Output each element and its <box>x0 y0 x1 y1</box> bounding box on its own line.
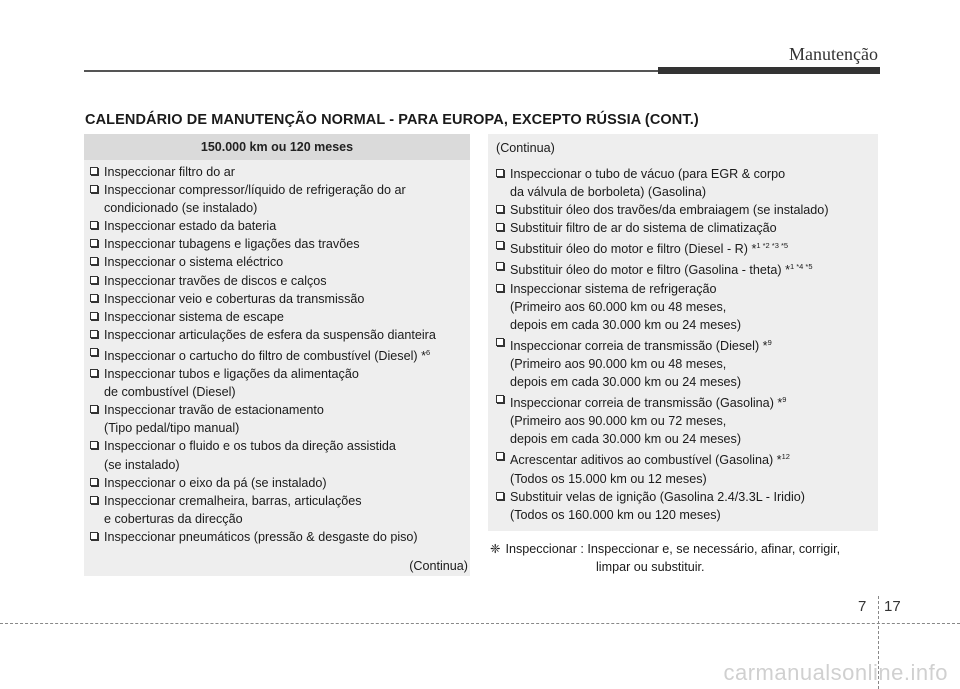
list-item <box>496 334 874 391</box>
item-continuation: e coberturas da direcção <box>104 511 243 526</box>
item-text: Substituir filtro de ar do sistema de climatização <box>510 221 777 236</box>
checkbox-bullet-icon <box>90 294 98 302</box>
item-text: Inspeccionar o sistema eléctrico <box>104 255 284 270</box>
list-item <box>90 217 466 235</box>
right-column <box>488 134 878 531</box>
item-text: Inspeccionar travões de discos e calços <box>104 273 327 288</box>
checkbox-bullet-icon <box>496 169 504 177</box>
checkbox-bullet-icon <box>90 405 98 413</box>
list-item <box>496 258 874 279</box>
checkbox-bullet-icon <box>90 441 98 449</box>
item-text: Inspeccionar pneumáticos (pressão & desgaste do piso) <box>104 529 418 544</box>
continued-label: (Continua) <box>496 141 555 155</box>
footnote-ref: 1 *2 *3 *5 <box>756 241 789 251</box>
footnote-ref: 9 <box>782 395 787 405</box>
item-text: Inspeccionar filtro do ar <box>104 165 235 179</box>
list-item <box>90 365 466 401</box>
list-item <box>496 219 874 237</box>
checkbox-bullet-icon <box>90 221 98 229</box>
list-item <box>90 437 466 473</box>
continued-label: (Continua) <box>409 559 468 573</box>
item-text: Substituir óleo dos travões/da embraiagem (se instalado) <box>510 203 829 218</box>
item-text: Inspeccionar correia de transmissão (Diesel) * <box>510 338 768 353</box>
checkbox-bullet-icon <box>496 338 504 346</box>
list-item <box>496 448 874 487</box>
footer-rule <box>0 623 960 624</box>
item-continuation: de combustível (Diesel) <box>104 385 236 400</box>
item-continuation: depois em cada 30.000 km ou 24 meses) <box>510 432 742 447</box>
item-text: Inspeccionar sistema de escape <box>104 309 284 324</box>
checkbox-bullet-icon <box>90 312 98 320</box>
list-item <box>90 474 466 492</box>
list-item <box>496 391 874 448</box>
checkbox-bullet-icon <box>90 185 98 193</box>
watermark: carmanualsonline.info <box>723 660 948 685</box>
item-text: Inspeccionar tubagens e ligações das travões <box>104 237 360 252</box>
item-continuation: condicionado (se instalado) <box>104 201 258 216</box>
list-item <box>90 290 466 308</box>
footnote-ref: 1 *4 *5 <box>790 262 813 272</box>
item-continuation: depois em cada 30.000 km ou 24 meses) <box>510 375 742 390</box>
item-text: Inspeccionar o tubo de vácuo (para EGR & corpo <box>510 167 786 181</box>
item-text: Inspeccionar sistema de refrigeração <box>510 281 717 296</box>
right-maintenance-list <box>496 165 874 524</box>
checkbox-bullet-icon <box>496 284 504 292</box>
checkbox-bullet-icon <box>90 348 98 356</box>
item-continuation: depois em cada 30.000 km ou 24 meses) <box>510 317 742 332</box>
item-continuation: (Primeiro aos 90.000 km ou 72 meses, <box>510 414 727 429</box>
list-item <box>90 344 466 365</box>
interval-header: 150.000 km ou 120 meses <box>84 134 470 160</box>
item-text: Inspeccionar o fluido e os tubos da direção assistida <box>104 439 396 454</box>
list-item <box>496 488 874 524</box>
list-item <box>90 326 466 344</box>
header-rule <box>84 70 658 72</box>
item-text: Substituir óleo do motor e filtro (Diesel - R) * <box>510 242 757 257</box>
item-text: Inspeccionar cremalheira, barras, articulações <box>104 493 362 508</box>
list-item <box>90 272 466 290</box>
item-text: Inspeccionar o eixo da pá (se instalado) <box>104 475 327 490</box>
item-continuation: (se instalado) <box>104 457 180 472</box>
note-line-2: limpar ou substituir. <box>596 560 705 574</box>
list-item <box>496 237 874 258</box>
footnote <box>490 540 882 576</box>
list-item <box>90 253 466 271</box>
checkbox-bullet-icon <box>496 492 504 500</box>
list-item <box>496 280 874 334</box>
footnote-ref: 6 <box>426 347 431 357</box>
checkbox-bullet-icon <box>90 276 98 284</box>
checkbox-bullet-icon <box>90 478 98 486</box>
list-item <box>90 181 466 217</box>
checkbox-bullet-icon <box>90 330 98 338</box>
item-text: Inspeccionar tubos e ligações da alimentação <box>104 367 359 382</box>
list-item <box>90 528 466 546</box>
chapter-title: Manutenção <box>789 44 878 64</box>
list-item <box>496 201 874 219</box>
note-line-1: Inspeccionar : Inspeccionar e, se necessário, afinar, corrigir, <box>505 542 841 556</box>
checkbox-bullet-icon <box>90 167 98 175</box>
checkbox-bullet-icon <box>496 205 504 213</box>
footnote-ref: 12 <box>781 452 790 462</box>
item-text: Inspeccionar articulações de esfera da suspensão dianteira <box>104 327 436 342</box>
left-column <box>84 134 470 576</box>
item-continuation: (Todos os 15.000 km ou 12 meses) <box>510 471 707 486</box>
item-text: Inspeccionar o cartucho do filtro de combustível (Diesel) * <box>104 348 426 363</box>
item-continuation: (Primeiro aos 90.000 km ou 48 meses, <box>510 356 727 371</box>
checkbox-bullet-icon <box>90 532 98 540</box>
note-symbol-icon: ❈ <box>490 542 501 556</box>
item-text: Substituir velas de ignição (Gasolina 2.4/3.3L - Iridio) <box>510 489 805 504</box>
checkbox-bullet-icon <box>90 257 98 265</box>
item-text: Substituir óleo do motor e filtro (Gasolina - theta) * <box>510 263 790 278</box>
item-text: Inspeccionar correia de transmissão (Gasolina) * <box>510 396 783 411</box>
footnote-ref: 9 <box>767 337 772 347</box>
checkbox-bullet-icon <box>90 239 98 247</box>
list-item <box>90 401 466 437</box>
item-text: Acrescentar aditivos ao combustível (Gasolina) * <box>510 453 782 468</box>
checkbox-bullet-icon <box>496 395 504 403</box>
item-continuation: (Todos os 160.000 km ou 120 meses) <box>510 507 721 522</box>
checkbox-bullet-icon <box>90 369 98 377</box>
list-item <box>90 308 466 326</box>
item-text: Inspeccionar compressor/líquido de refrigeração do ar <box>104 183 406 198</box>
item-continuation: (Primeiro aos 60.000 km ou 48 meses, <box>510 299 727 314</box>
checkbox-bullet-icon <box>496 452 504 460</box>
checkbox-bullet-icon <box>496 241 504 249</box>
checkbox-bullet-icon <box>496 223 504 231</box>
checkbox-bullet-icon <box>496 262 504 270</box>
item-text: Inspeccionar travão de estacionamento <box>104 403 324 418</box>
section-title: CALENDÁRIO DE MANUTENÇÃO NORMAL - PARA EUROPA, EXCEPTO RÚSSIA (CONT.) <box>85 112 699 128</box>
left-maintenance-list <box>84 160 470 546</box>
item-continuation: (Tipo pedal/tipo manual) <box>104 421 240 436</box>
header-bar <box>658 67 880 74</box>
list-item <box>90 492 466 528</box>
item-text: Inspeccionar veio e coberturas da transmissão <box>104 291 365 306</box>
list-item <box>90 235 466 253</box>
list-item <box>496 165 874 201</box>
checkbox-bullet-icon <box>90 496 98 504</box>
item-text: Inspeccionar estado da bateria <box>104 219 277 234</box>
page-number: 17 <box>884 598 901 615</box>
chapter-number: 7 <box>858 598 867 615</box>
item-continuation: da válvula de borboleta) (Gasolina) <box>510 185 707 200</box>
list-item <box>90 163 466 181</box>
